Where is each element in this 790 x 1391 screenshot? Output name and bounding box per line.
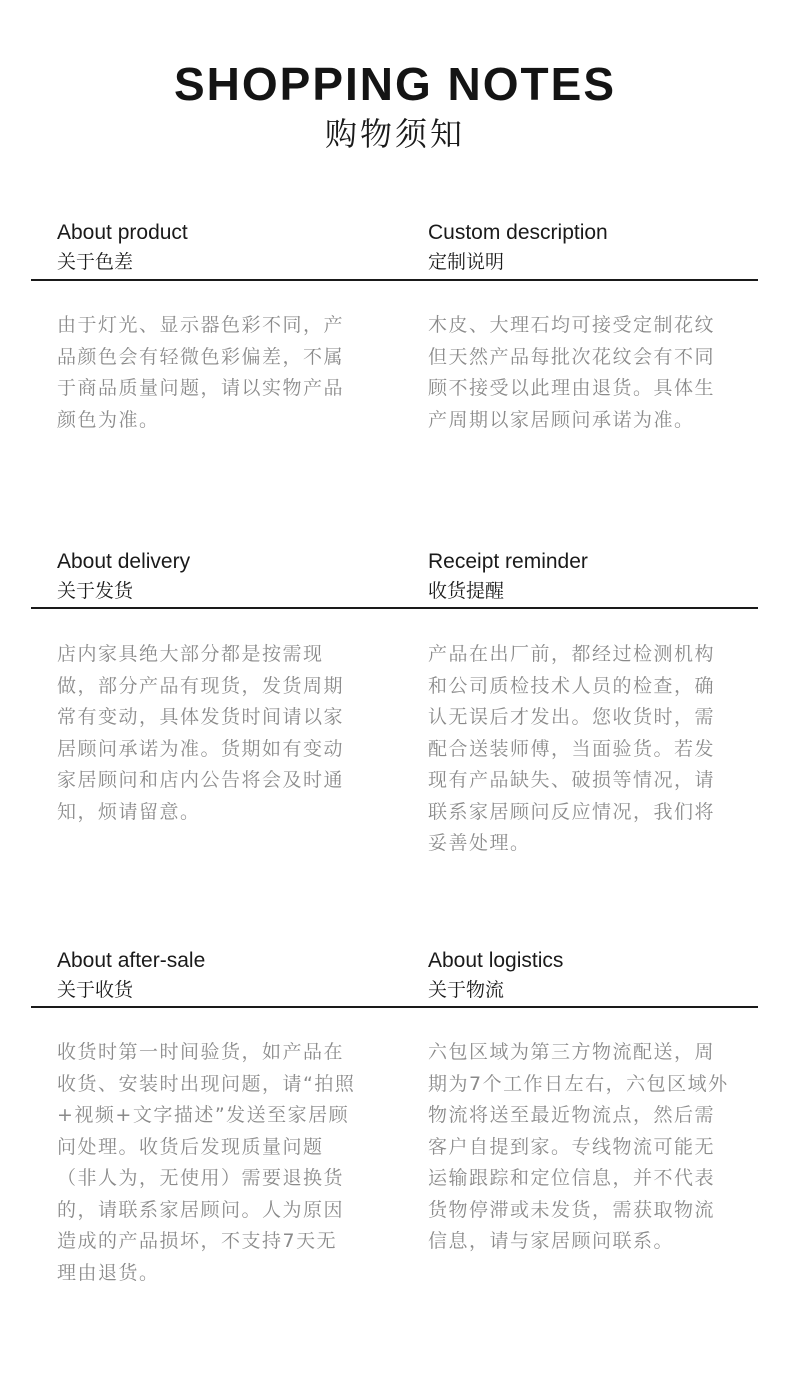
section-aftersale-logistics bbox=[0, 948, 790, 1308]
section-divider bbox=[31, 1006, 758, 1008]
heading-en: About product bbox=[57, 221, 188, 244]
section-divider bbox=[31, 279, 758, 281]
section-delivery-receipt bbox=[0, 549, 790, 879]
heading-receipt-reminder bbox=[428, 549, 588, 604]
heading-custom-description bbox=[428, 220, 608, 275]
heading-cn: 定制说明 bbox=[428, 251, 505, 273]
section-divider bbox=[31, 607, 758, 609]
heading-cn: 关于发货 bbox=[57, 580, 134, 602]
section-product-custom bbox=[0, 220, 790, 480]
heading-en: About delivery bbox=[57, 550, 191, 573]
body-receipt-reminder: 产品在出厂前，都经过检测机构和公司质检技术人员的检查，确认无误后才发出。您收货时，需配合送装师傅，当面验货。若发现有产品缺失、破损等情况，请联系家居顾问反应情况，我们将妥善处理。 bbox=[428, 643, 716, 854]
heading-about-after-sale bbox=[57, 948, 205, 1003]
heading-en: About after-sale bbox=[57, 949, 206, 972]
page-subtitle: 购物须知 bbox=[324, 115, 465, 153]
body-about-logistics: 六包区域为第三方物流配送，周期为7个工作日左右，六包区域外物流将送至最近物流点，然后需客户自提到家。专线物流可能无运输跟踪和定位信息，并不代表货物停滞或未发货，需获取物流信息，请与家居顾问联系。 bbox=[428, 1041, 729, 1252]
heading-cn: 收货提醒 bbox=[428, 580, 505, 602]
heading-about-delivery bbox=[57, 549, 190, 604]
body-about-after-sale: 收货时第一时间验货，如产品在收货、安装时出现问题，请“拍照+视频+文字描述”发送至家居顾问处理。收货后发现质量问题（非人为，无使用）需要退换货的，请联系家居顾问。人为原因造成的产品损坏，不支持7天无理由退货。 bbox=[57, 1041, 356, 1284]
heading-about-logistics bbox=[428, 948, 563, 1003]
body-about-product: 由于灯光、显示器色彩不同，产品颜色会有轻微色彩偏差，不属于商品质量问题，请以实物产品颜色为准。 bbox=[57, 314, 345, 431]
body-about-delivery: 店内家具绝大部分都是按需现做，部分产品有现货，发货周期常有变动，具体发货时间请以家居顾问承诺为准。货期如有变动家居顾问和店内公告将会及时通知，烦请留意。 bbox=[57, 643, 345, 823]
page-title: SHOPPING NOTES bbox=[173, 58, 617, 110]
heading-cn: 关于收货 bbox=[57, 979, 134, 1001]
heading-cn: 关于色差 bbox=[57, 251, 134, 273]
heading-en: Receipt reminder bbox=[428, 550, 588, 573]
body-custom-description: 木皮、大理石均可接受定制花纹但天然产品每批次花纹会有不同顾不接受以此理由退货。具体生产周期以家居顾问承诺为准。 bbox=[428, 314, 716, 431]
heading-about-product bbox=[57, 220, 188, 275]
heading-cn: 关于物流 bbox=[428, 979, 505, 1001]
heading-en: About logistics bbox=[428, 949, 564, 972]
heading-en: Custom description bbox=[428, 221, 608, 244]
